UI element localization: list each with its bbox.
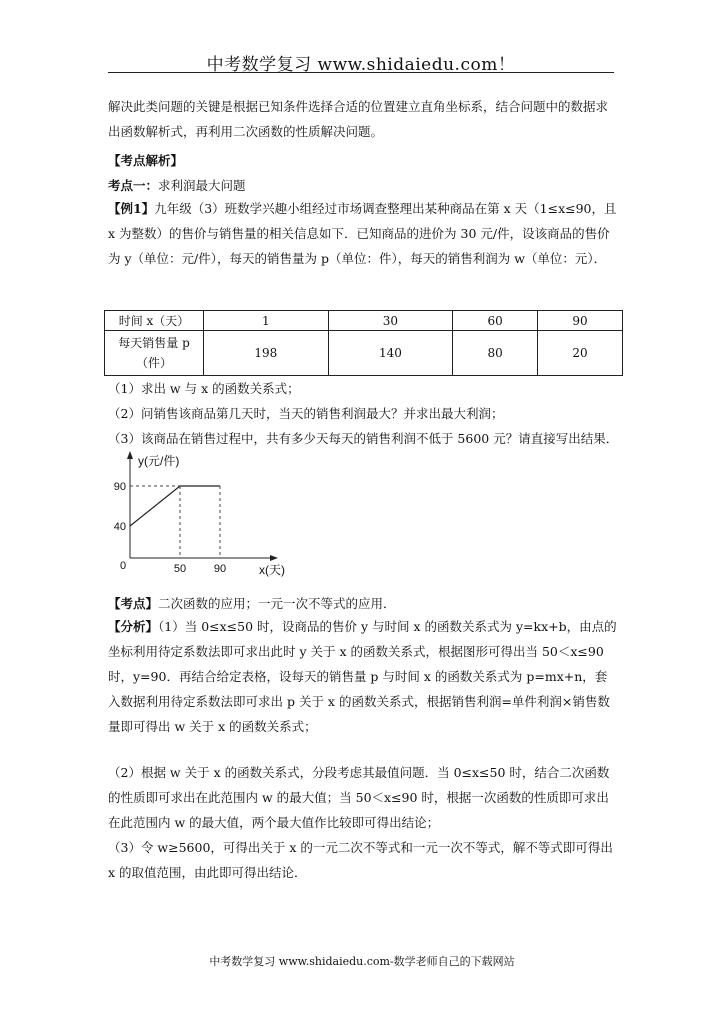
kaodian1-line (108, 176, 246, 194)
y-tick-label: 40 (113, 521, 126, 533)
page-header-title: 中考数学复习 www.shidaiedu.com！ (206, 55, 516, 75)
analysis-p1: （1）当 0≤x≤50 时，设商品的售价 y 与时间 x 的函数关系式为 y=kx+b，由点的坐标利用待定系数法即可求出此时 y 关于 x 的函数关系式，根据图形可得出当 50＜x≤90 时，y=90．再结合给定表格，设每天的销售量 p 与时间 x 的函数关系式为 p=mx+n，套入数据利用待定系数法即可求出 p 关于 x 的函数关系式，根据销售利润=单件利润×销售数量即可得出 w 关于 x 的函数关系式； (108, 619, 617, 734)
example-text: 九年级（3）班数学兴趣小组经过市场调查整理出某种商品在第 x 天（1≤x≤90，且 x 为整数）的售价与销售量的相关信息如下．已知商品的进价为 30 元/件，设该商品的售价为 y（单位：元/件），每天的销售量为 p（单位：件），每天的销售利润为 w（单位：元）． (108, 201, 617, 266)
sales-table (104, 310, 623, 376)
analysis-paragraph-1 (108, 614, 618, 739)
table-cell: 20 (538, 331, 623, 376)
x-tick-label: 90 (213, 563, 227, 575)
price-time-chart (108, 448, 308, 580)
y-axis-arrow (127, 451, 133, 459)
header-rule (108, 72, 614, 73)
question-3: （3）该商品在销售过程中，共有多少天每天的销售利润不低于 5600 元？请直接写出结果． (108, 431, 619, 446)
kaodian-note-text: 二次函数的应用；一元一次不等式的应用． (158, 596, 396, 611)
table-cell: 30 (328, 311, 453, 331)
table-header-sales-line2: （件） (135, 356, 172, 370)
table-header-time: 时间 x（天） (105, 311, 204, 331)
table-cell: 1 (204, 311, 329, 331)
example-paragraph (108, 196, 618, 271)
analysis-paragraph-3: （3）令 w≥5600，可得出关于 x 的一元二次不等式和一元一次不等式，解不等式即可得出 x 的取值范围，由此即可得出结论． (108, 840, 613, 880)
question-2: （2）问销售该商品第几天时，当天的销售利润最大？并求出最大利润； (108, 406, 504, 421)
table-cell: 80 (453, 331, 538, 376)
table-header-sales (105, 331, 204, 376)
kaodian-note (108, 594, 396, 612)
table-cell: 198 (204, 331, 329, 376)
series-line (130, 486, 220, 526)
y-tick-label: 90 (113, 481, 126, 493)
y-axis-label: y(元/件) (138, 454, 180, 468)
question-1: （1）求出 w 与 x 的函数关系式； (108, 381, 300, 396)
table-cell: 140 (328, 331, 453, 376)
kaodian1-text: 求利润最大问题 (158, 178, 246, 193)
origin-label: 0 (119, 560, 127, 572)
page-footer: 中考数学复习 www.shidaiedu.com-数学老师自己的下载网站 (209, 955, 515, 968)
kaodian1-label: 考点一： (108, 178, 159, 193)
section-title: 【考点解析】 (108, 153, 184, 168)
x-axis-label: x(天) (259, 563, 285, 577)
x-tick-label: 50 (173, 563, 187, 575)
table-row (105, 311, 623, 331)
analysis-paragraph-2: （2）根据 w 关于 x 的函数关系式，分段考虑其最值问题．当 0≤x≤50 时，结合二次函数的性质即可求出在此范围内 w 的最大值；当 50＜x≤90 时，根据一次函数的性质即可求出在此范围内 w 的最大值，两个最大值作比较即可得出结论； (108, 765, 610, 830)
table-cell: 90 (538, 311, 623, 331)
table-header-sales-line1: 每天销售量 p (118, 336, 190, 350)
table-cell: 60 (453, 311, 538, 331)
example-label: 【例1】 (108, 201, 155, 216)
kaodian-note-label: 【考点】 (108, 596, 159, 611)
analysis-label: 【分析】 (108, 619, 159, 634)
x-axis-arrow (270, 555, 278, 561)
table-row (105, 331, 623, 376)
intro-paragraph: 解决此类问题的关键是根据已知条件选择合适的位置建立直角坐标系，结合问题中的数据求出函数解析式，再利用二次函数的性质解决问题。 (108, 99, 609, 139)
